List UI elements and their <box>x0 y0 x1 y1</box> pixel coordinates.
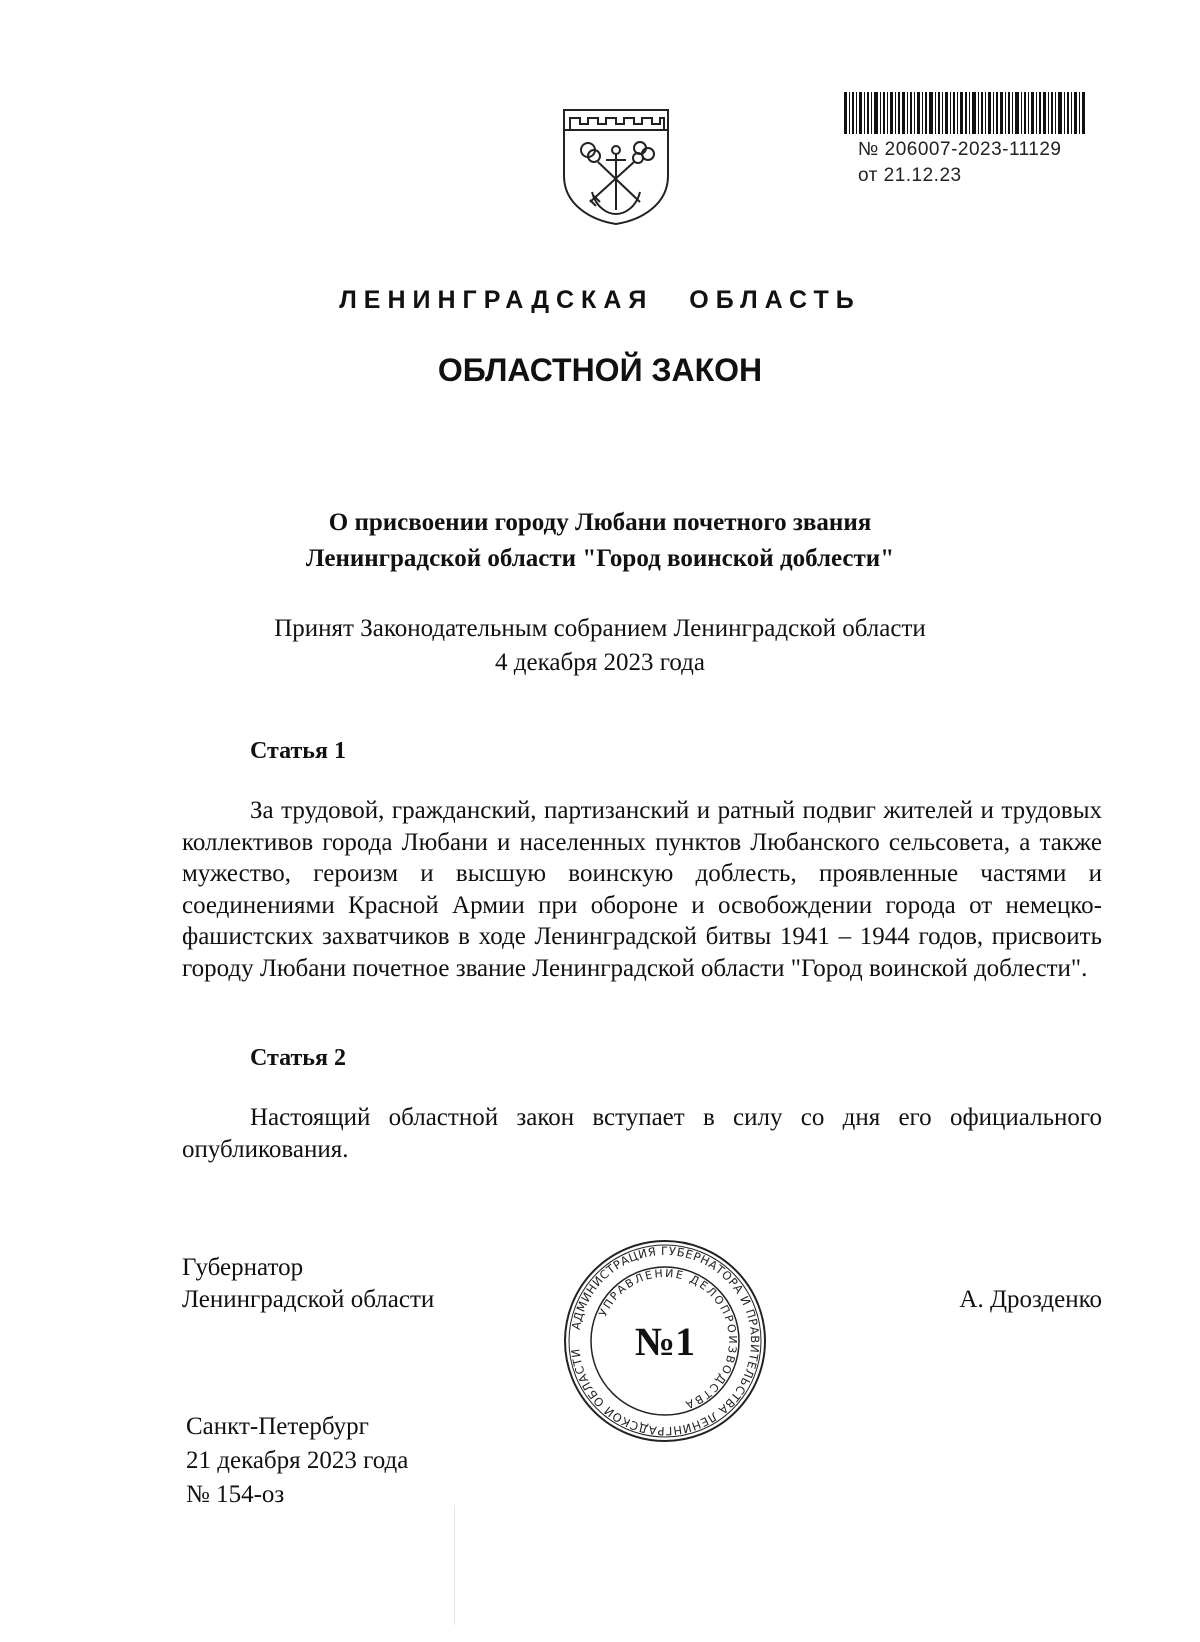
registration-date: от 21.12.23 <box>858 165 962 186</box>
region-heading: ЛЕНИНГРАДСКАЯ ОБЛАСТЬ <box>339 286 861 314</box>
law-number: № 154-оз <box>186 1481 285 1508</box>
barcode-icon <box>844 92 1086 134</box>
official-stamp <box>562 1238 768 1444</box>
article-1-heading: Статья 1 <box>250 738 346 764</box>
position-line1: Губернатор <box>182 1254 304 1281</box>
signatory-name: А. Дрозденко <box>959 1286 1102 1313</box>
registration-number: № 206007-2023-11129 <box>858 139 1062 160</box>
city: Санкт-Петербург <box>186 1413 369 1440</box>
stamp-outer-text: АДМИНИСТРАЦИЯ ГУБЕРНАТОРА И ПРАВИТЕЛЬСТВА ЛЕНИНГРАДСКОЙ ОБЛАСТИ <box>568 1243 763 1439</box>
scan-artifact-line <box>454 1505 455 1625</box>
article-1-text: За трудовой, гражданский, партизанский и ратный подвиг жителей и трудовых коллективов города Любани и населенных пунктов Любанского сельсовета, а также мужество, героизм и высшую воинскую доблесть, проявленные частями и соединениями Красной Армии при обороне и освобождении города от немецко-фашистских захватчиков в ходе Ленинградской битвы 1941 – 1944 годов, присвоить городу Любани почетное звание Ленинградской области "Город воинской доблести". <box>182 797 1102 982</box>
adoption-date: 4 декабря 2023 года <box>495 649 705 676</box>
law-title <box>0 505 1200 577</box>
adoption-body: Принят Законодательным собранием Ленинградской области <box>274 615 926 642</box>
place-and-date <box>186 1410 408 1512</box>
adoption-note <box>0 612 1200 680</box>
position-line2: Ленинградской области <box>182 1286 435 1313</box>
stamp-number: №1 <box>634 1319 696 1364</box>
document-type-heading: ОБЛАСТНОЙ ЗАКОН <box>437 352 763 388</box>
article-2-heading: Статья 2 <box>250 1045 346 1071</box>
coat-of-arms-icon <box>556 104 676 226</box>
law-title-line1: О присвоении городу Любани почетного звания <box>328 509 872 536</box>
stamp-inner-text: УПРАВЛЕНИЕ ДЕЛОПРОИЗВОДСТВА <box>596 1266 740 1412</box>
signing-date: 21 декабря 2023 года <box>186 1447 409 1474</box>
article-2-text: Настоящий областной закон вступает в силу со дня его официального опубликования. <box>182 1104 1102 1163</box>
law-title-line2: Ленинградской области "Город воинской доблести" <box>305 545 895 572</box>
signatory-position <box>182 1252 434 1316</box>
